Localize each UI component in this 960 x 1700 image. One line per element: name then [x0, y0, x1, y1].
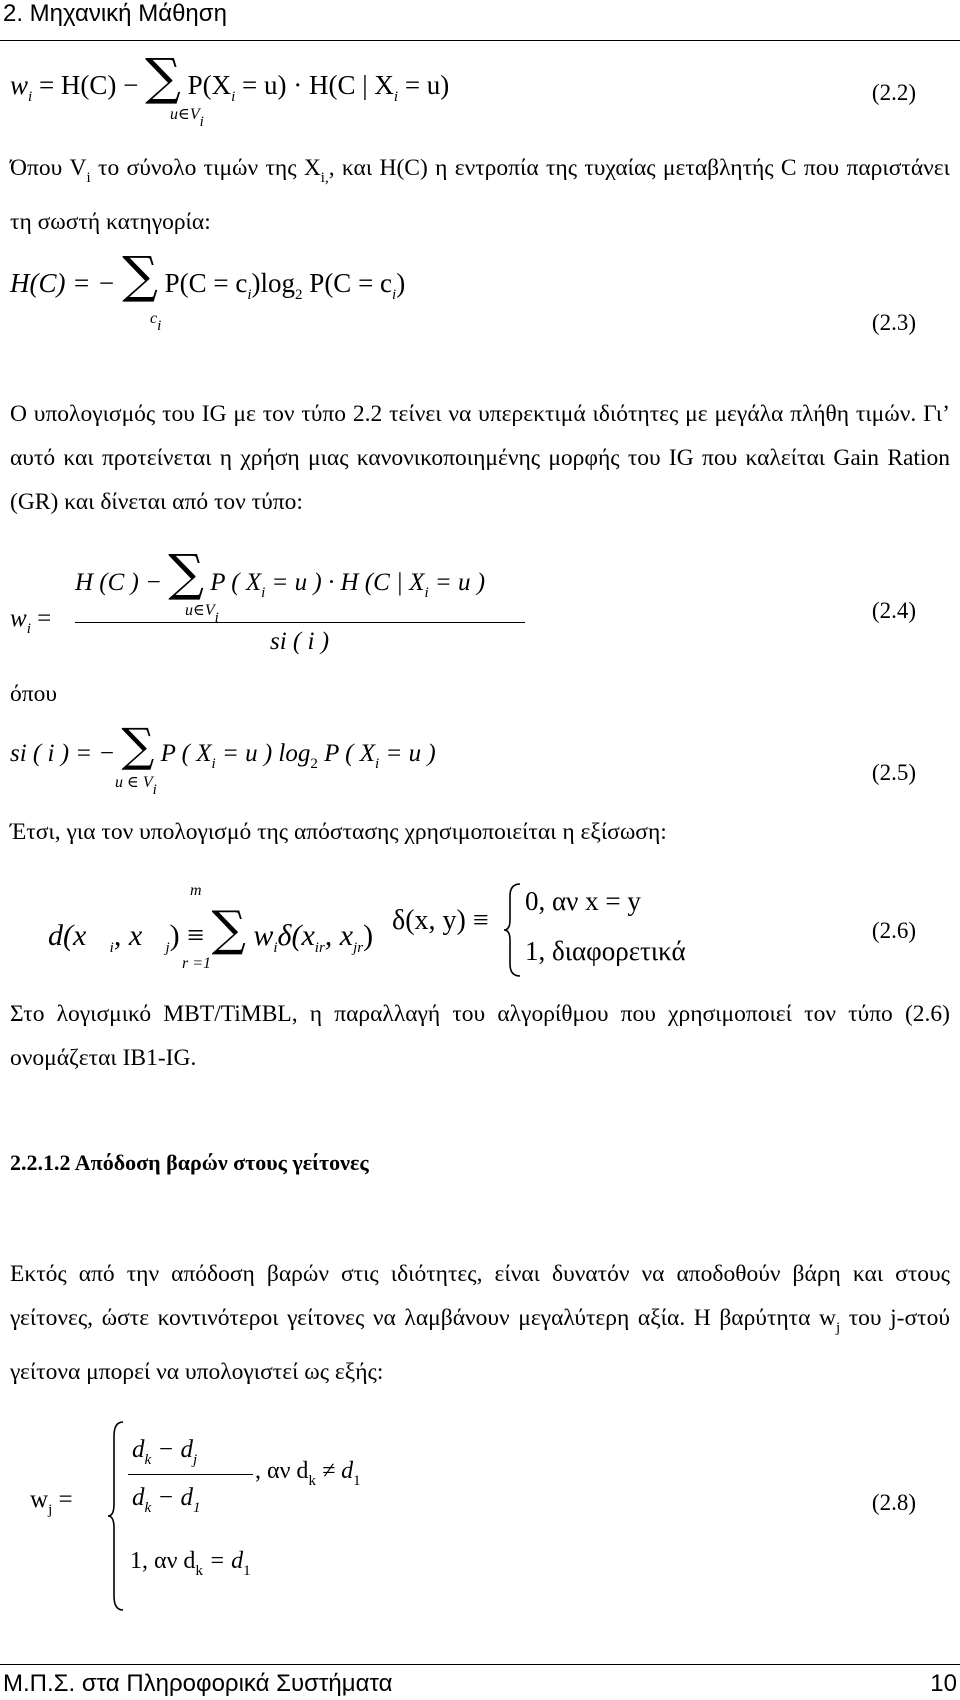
equation-2-4-lhs: $w_i$ =: [10, 605, 52, 637]
fraction-bar-2-4: [75, 622, 525, 623]
equation-number-2-6: (2.6): [871, 918, 916, 943]
cases-brace-icon: [502, 880, 524, 980]
sum-symbol: ∑: [211, 901, 246, 957]
sum-upper-2-6: m: [190, 882, 202, 899]
equation-2-6: $d(x⃗_i$, $x⃗_j$) ≡ ∑ $w_i\delta(x_{ir}$, $x_{jr}$): [48, 901, 374, 957]
page-number: 10: [930, 1670, 957, 1697]
equation-number-2-5: (2.5): [871, 760, 916, 785]
paragraph-2: Ο υπολογισμός του IG με τον τύπο 2.2 τείνει να υπερεκτιμά ιδιότητες με μεγάλα πλήθη τιμών. Γι’ αυτό και προτείνεται η χρήση μιας κανονικοποιημένης μορφής του IG που καλείται Gain Ration (GR) και δίνεται από τον τύπο:: [10, 401, 950, 515]
sum-limit-2-3: ci: [150, 310, 162, 334]
where-label: όπου: [10, 681, 57, 707]
sum-symbol: ∑: [168, 544, 204, 602]
equation-number-2-2: (2.2): [871, 80, 916, 105]
sum-limit-2-2: u∈Vi: [170, 106, 204, 130]
sum-symbol: ∑: [121, 718, 155, 772]
case-condition-1-2-8: , αν $d_k \ne d_1$: [255, 1458, 361, 1489]
equation-2-4-denominator: si ( i ): [270, 628, 330, 655]
paragraph-1: Όπου $V_i$ το σύνολο τιμών της $X_{i,}$, και H(C) η εντροπία της τυχαίας μεταβλητής C που παριστάνει τη σωστή κατηγορία:: [10, 155, 950, 235]
equation-2-2: $w_i = H(C)$ − ∑ $P(X_i = u) \cdot H(C$ | $X_i = u$): [10, 48, 450, 106]
cases-brace-icon: [106, 1418, 126, 1614]
paragraph-5: Εκτός από την απόδοση βαρών στις ιδιότητες, είναι δυνατόν να αποδοθούν βάρη και στους γείτονες, ώστε κοντινότεροι γείτονες να λαμβάνουν μεγαλύτερη αξία. Η βαρύτητα $w_j$ του j-στού γείτονα μπορεί να υπολογιστεί ως εξής:: [10, 1261, 950, 1385]
case-2-2-8: 1, αν $d_k = d_1$: [130, 1548, 251, 1579]
equation-number-2-8: (2.8): [871, 1490, 916, 1515]
equation-2-4-numerator: H (C ) − ∑ P ( $X_i = u$ ) · H (C | $X_i = u$ ): [75, 544, 486, 602]
equation-number-2-4: (2.4): [871, 598, 916, 623]
fraction-bar-2-8: [128, 1474, 253, 1475]
sum-limit-2-5: u ∈ Vi: [115, 774, 157, 798]
equation-2-8-lhs: $w_j$ =: [30, 1486, 73, 1518]
equation-2-3: H(C) = − ∑ $P(C = c_i)\log_2$ $P(C = c_i)$: [10, 246, 406, 304]
sum-symbol: ∑: [122, 246, 158, 304]
section-heading: 2.2.1.2 Απόδοση βαρών στους γείτονες: [10, 1150, 369, 1175]
footer-title: Μ.Π.Σ. στα Πληροφορικά Συστήματα: [3, 1670, 393, 1697]
sum-limit-2-4: u∈Vi: [185, 602, 219, 626]
equation-number-2-3: (2.3): [871, 310, 916, 335]
delta-case-2: 1, διαφορετικά: [525, 936, 686, 966]
sum-symbol: ∑: [145, 48, 181, 106]
fraction-denominator-2-8: $d_k - d_1$: [132, 1484, 201, 1516]
footer-rule: [0, 1664, 960, 1665]
fraction-numerator-2-8: $d_k - d_j$: [132, 1436, 198, 1468]
paragraph-3: Έτσι, για τον υπολογισμό της απόστασης χρησιμοποιείται η εξίσωση:: [10, 819, 667, 845]
sum-lower-2-6: r =1: [182, 955, 212, 972]
equation-2-5: si ( i ) = − ∑ P ( $X_i = u$ ) $\log_2 P$ ( $X_i = u$ ): [10, 718, 436, 772]
header-rule: [0, 40, 960, 41]
running-header: 2. Μηχανική Μάθηση: [3, 0, 227, 27]
paragraph-4: Στο λογισμικό MBT/TiMBL, η παραλλαγή του αλγορίθμου που χρησιμοποιεί τον τύπο (2.6) ονομάζεται IB1-IG.: [10, 1001, 950, 1071]
delta-definition-lhs: δ(x, y) ≡: [392, 905, 489, 936]
delta-case-1: 0, αν x = y: [525, 886, 641, 916]
